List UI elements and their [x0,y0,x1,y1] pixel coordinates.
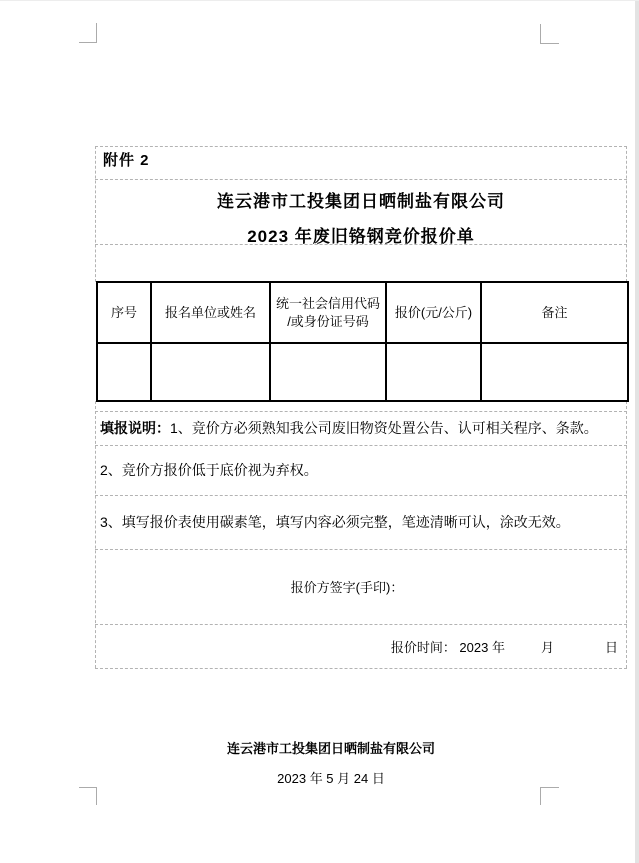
table-header-row [97,282,628,343]
cell-seq[interactable] [97,343,151,401]
instruction-2 [95,445,627,495]
cell-name[interactable] [151,343,270,401]
col-header-seq [97,282,151,343]
instruction-text: 3、填写报价表使用碳素笔，填写内容必须完整，笔迹清晰可认，涂改无效。 [100,513,570,530]
quote-time-line [95,624,627,668]
col-header-name [151,282,270,343]
crop-mark-top-right-icon [540,24,559,44]
footer-company-name: 连云港市工投集团日晒制盐有限公司 [226,741,435,756]
col-header-label: /或身份证号码 [287,313,369,329]
text-boundary-line [626,146,627,282]
col-header-credit-code [270,282,386,343]
text-boundary-line [95,179,627,180]
document-title-form: 2023 年废旧铬钢竞价报价单 [247,227,475,246]
crop-mark-top-left-icon [79,23,97,43]
cell-price[interactable] [386,343,481,401]
document-title-company: 连云港市工投集团日晒制盐有限公司 [217,192,505,211]
signature-label: 报价方签字(手印)： [290,580,404,595]
signature-line [95,549,627,624]
quote-time-label: 报价时间： 2023 年 [390,639,505,655]
text-boundary-line [95,668,627,669]
col-header-price [386,282,481,343]
instruction-text: 1、竞价方必须熟知我公司废旧物资处置公告、认可相关程序、条款。 [170,419,598,436]
col-header-label: 序号 [110,304,137,320]
text-boundary-line [95,146,627,147]
quote-time-month: 月 [540,639,554,655]
instruction-label: 填报说明： [100,419,170,436]
col-header-label: 报价(元/公斤) [394,304,473,320]
col-header-label: 备注 [541,304,568,320]
col-header-label: 报名单位或姓名 [164,304,256,320]
instruction-text: 2、竞价方报价低于底价视为弃权。 [100,461,318,478]
cell-code[interactable] [270,343,386,401]
crop-mark-bottom-right-icon [540,787,559,805]
instruction-3 [95,495,627,549]
page-edge-strip [635,1,639,863]
table-row [97,343,628,401]
col-header-note [481,282,628,343]
crop-mark-bottom-left-icon [79,787,97,805]
text-boundary-line [95,146,96,282]
cell-note[interactable] [481,343,628,401]
quote-time-day: 日 [604,639,618,655]
attachment-label: 附件 2 [103,152,150,169]
footer-date: 2023 年 5 月 24 日 [277,771,385,786]
instruction-1 [95,411,627,445]
col-header-label: 统一社会信用代码 [275,295,380,311]
quotation-table [96,281,629,402]
